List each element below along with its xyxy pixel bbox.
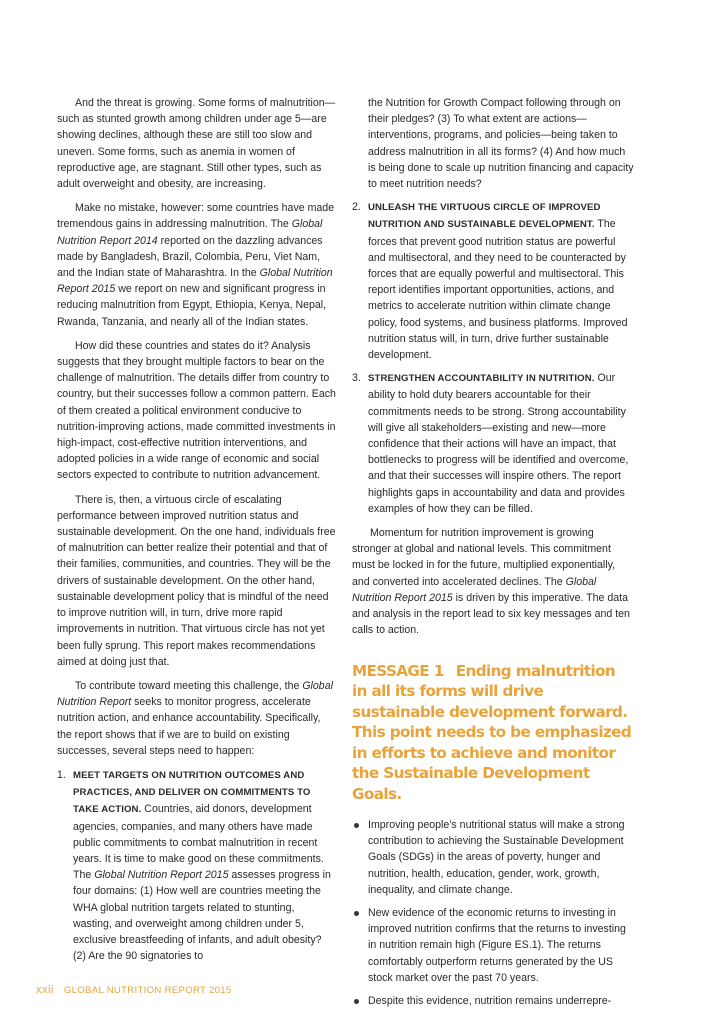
list-item-heading: MEET TARGETS ON NUTRITION OUTCOMES AND PRACTICES, AND DELIVER ON COMMITMENTS TO TAKE ACTION. (73, 769, 311, 816)
paragraph-momentum: Momentum for nutrition improvement is growing stronger at global and national levels. This commitment must be locked in for the future, multiplied exponentially, and converted into accelerated declines. The Global Nutrition Report 2015 is driven by this imperative. The data and analysis in the report lead to six key messages and ten calls to action. (352, 527, 630, 637)
bullet-icon (354, 823, 359, 828)
list-item-virtuous-circle: 2. UNLEASH THE VIRTUOUS CIRCLE OF IMPROVED NUTRITION AND SUSTAINABLE DEVELOPMENT. The forces that prevent good nutrition status are powerful and multisectoral, and they need to be counteracted by forces that are equally powerful and multisectoral. This report identifies important opportunities, actions, and metrics to accelerate nutrition within climate change policy, food systems, and business platforms. Improved nutrition status will, in turn, drive further sustainable development. (352, 201, 628, 362)
list-number: 3. (352, 372, 361, 385)
paragraph-challenge: To contribute toward meeting this challenge, the Global Nutrition Report seeks to monitor progress, accelerate nutrition action, and enhance accountability. Specifically, the report shows that if we are to build on existing successes, several steps need to happen: (57, 679, 333, 757)
paragraph-analysis: How did these countries and states do it? Analysis suggests that they brought multiple factors to bear on the challenge of malnutrition. The details differ from country to country, but their successes follow a common pattern. Each of them created a political environment conducive to nutrition-improving actions, made committed investments in high-impact, cost-effective nutrition interventions, and adopted policies in a wide range of economic and social sectors expected to contribute to nutrition advancement. (57, 339, 336, 482)
page-number: xxii (36, 984, 54, 996)
report-title-2014: Global Nutrition Report 2014 (57, 218, 323, 247)
paragraph-gains: Make no mistake, however: some countries have made tremendous gains in addressing malnutrition. The Global Nutrition Report 2014 reported on the dazzling advances made by Bangladesh, Brazil, Colombia, Peru, Viet Nam, and the Indian state of Maharashtra. In the Global Nutrition Report 2015 we report on new and significant progress in reducing malnutrition from Egypt, Ethiopia, Kenya, Nepal, Rwanda, Tanzania, and nearly all of the Indian states. (57, 202, 335, 328)
steps-list (57, 767, 336, 964)
list-item-meet-targets: 1. MEET TARGETS ON NUTRITION OUTCOMES AND PRACTICES, AND DELIVER ON COMMITMENTS TO TAKE ACTION. Countries, aid donors, development agencies, companies, and many others have made public commitments to combat malnutrition in recent years. It is time to make good on these commitments. The Global Nutrition Report 2015 assesses progress in four domains: (1) How well are countries meeting the WHA global nutrition targets related to stunting, wasting, and overweight among children under 5, exclusive breastfeeding of infants, and adult obesity? (2) Are the 90 signatories to (57, 768, 331, 963)
message-text: Ending malnutrition in all its forms will drive sustainable development forward. This point needs to be emphasized in efforts to achieve and monitor the Sustainable Development Goals. (352, 661, 632, 803)
report-title-2015: Global Nutrition Report 2015 (94, 869, 229, 882)
right-column (352, 95, 634, 1016)
list-number: 1. (57, 768, 66, 781)
list-item-accountability: 3. STRENGTHEN ACCOUNTABILITY IN NUTRITION. Our ability to hold duty bearers accountable for their commitments needs to be strong. Strong accountability will give all stakeholders—existing and new—more confidence that their actions will have an impact, that bottlenecks to progress will be identified and overcome, and that their successes will inspire others. The report highlights gaps in accountability and data and provides examples of how they can be filled. (352, 372, 629, 515)
bullet-item: Improving people’s nutritional status will make a strong contribution to achieving the Sustainable Development Goals (SDGs) in the areas of poverty, hunger and nutrition, health, education, gender, work, growth, inequality, and climate change. (352, 817, 634, 898)
bullet-icon (354, 999, 359, 1004)
list-item-heading: STRENGTHEN ACCOUNTABILITY IN NUTRITION. (368, 373, 595, 385)
report-title-2015: Global Nutrition Report 2015 (57, 267, 333, 296)
bullet-item: New evidence of the economic returns to investing in improved nutrition confirms that the returns to investing in nutrition remain high (Figure ES.1). The returns comfortably outperform returns generated by the US stock market over the past 70 years. (352, 905, 634, 986)
message-heading (352, 661, 634, 805)
paragraph-threat: And the threat is growing. Some forms of malnutrition—such as stunted growth among children under age 5—are showing declines, although these are still too slow and uneven. Some forms, such as anemia in women of reproductive age, are stagnant. Still other types, such as adult overweight and obesity, are increasing. (57, 97, 336, 191)
running-title: GLOBAL NUTRITION REPORT 2015 (63, 985, 232, 996)
report-title-2015: Global Nutrition Report 2015 (352, 575, 597, 604)
list-item-continuation: the Nutrition for Growth Compact following through on their pledges? (3) To what extent are actions—interventions, programs, and policies—being taken to address malnutrition in all its forms? (4) And how much is being done to scale up nutrition financing and capacity to meet nutrition needs? (368, 97, 634, 191)
paragraph-virtuous-circle: There is, then, a virtuous circle of escalating performance between improved nutrition status and sustainable development. On the one hand, individuals free of malnutrition can better realize their potential and that of their families, communities, and countries. They will be the drivers of sustainable development. On the other hand, sustainable development policy that is mindful of the need to improve nutrition will, in turn, drive more rapid improvements in nutrition. That virtuous circle has not yet been fully sprung. This report makes recommendations aimed at doing just that. (57, 493, 336, 668)
left-column (57, 95, 336, 972)
report-title: Global Nutrition Report (57, 679, 333, 709)
message-bullets (352, 817, 634, 1009)
steps-list-continued (352, 199, 634, 517)
bullet-icon (354, 911, 359, 916)
bullet-item: Despite this evidence, nutrition remains underrepre- (352, 993, 634, 1009)
message-label: MESSAGE 1 (352, 661, 444, 680)
page-footer (36, 984, 232, 996)
list-number: 2. (352, 201, 361, 214)
list-item-heading: UNLEASH THE VIRTUOUS CIRCLE OF IMPROVED NUTRITION AND SUSTAINABLE DEVELOPMENT. (368, 202, 601, 231)
